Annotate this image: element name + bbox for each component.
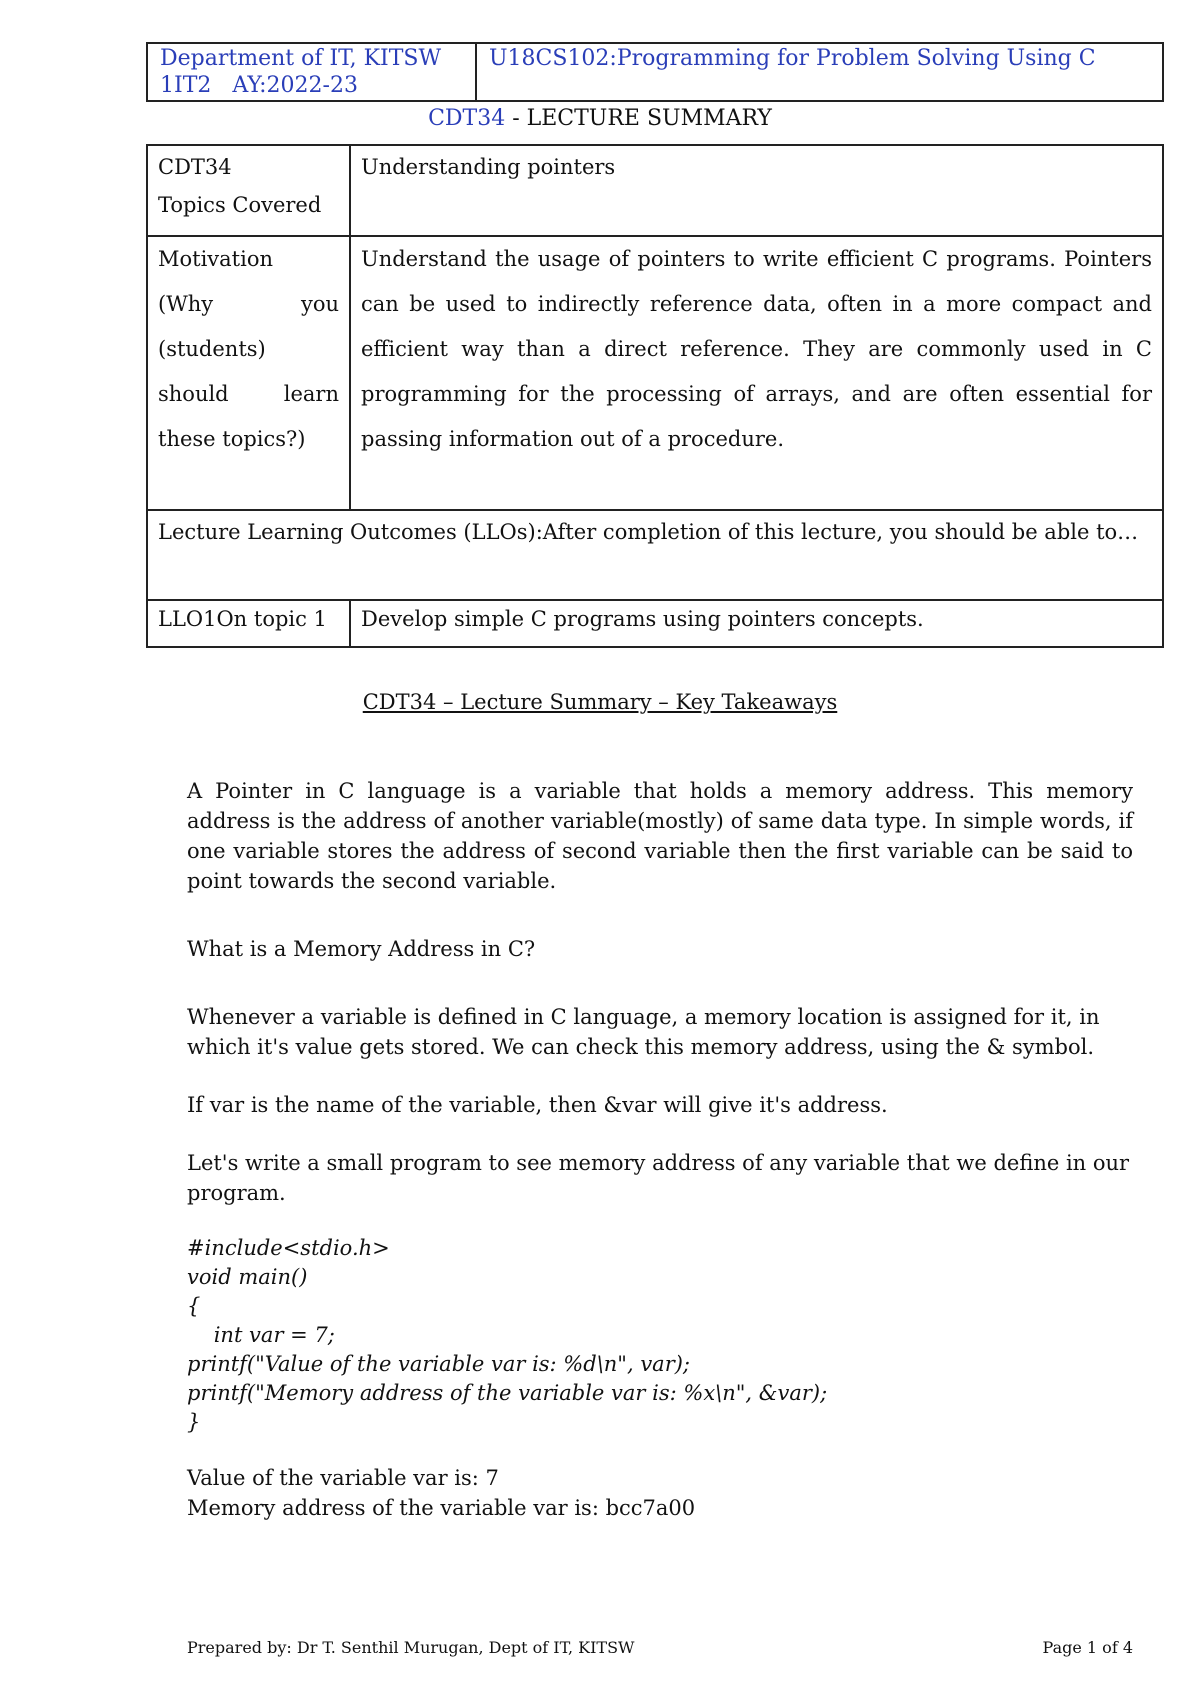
table-row-topics: [147, 145, 1163, 236]
page-title: [0, 105, 1200, 133]
code-line: #include<stdio.h>: [187, 1236, 390, 1260]
pointer-definition: A Pointer in C language is a variable that holds a memory address. This memory address is the address of another variable(mostly) of same data type. In simple words, if one variable stores the address of second variable then the first variable can be said to point towards the second variable.: [187, 779, 1133, 893]
prepared-by: Prepared by: Dr T. Senthil Murugan, Dept of IT, KITSW: [187, 1638, 635, 1657]
program-output-2: Memory address of the variable var is: bcc7a00: [187, 1496, 696, 1520]
course-title: U18CS102:Programming for Problem Solving Using C: [489, 46, 1096, 71]
section-title: CDT34 – Lecture Summary – Key Takeaways: [362, 690, 838, 714]
motivation-label-cell: [147, 236, 350, 510]
memory-address-question: What is a Memory Address in C?: [187, 937, 536, 961]
code-line: }: [187, 1410, 201, 1434]
table-row-llo1: [147, 600, 1163, 647]
program-intro: Let's write a small program to see memory address of any variable that we define in our program.: [187, 1151, 1130, 1205]
title-label: - LECTURE SUMMARY: [505, 106, 772, 131]
takeaways-content: [187, 776, 1133, 1523]
motivation-label-line: (students): [158, 337, 266, 361]
title-code: CDT34: [428, 106, 506, 131]
page-number: Page 1 of 4: [1042, 1638, 1133, 1657]
code-line: int var = 7;: [187, 1323, 335, 1347]
header-dept-cell: [148, 44, 477, 100]
code-line: void main(): [187, 1265, 308, 1289]
table-row-motivation: [147, 236, 1163, 510]
llo1-value: Develop simple C programs using pointers concepts.: [350, 600, 1163, 647]
motivation-value: Understand the usage of pointers to write efficient C programs. Pointers can be used to indirectly reference data, often in a more compact and efficient way than a direct reference. They are commonly used in C programming for the processing of arrays, and are often essential for passing information out of a procedure.: [350, 236, 1163, 510]
lecture-summary-table: [146, 144, 1164, 648]
code-line: printf("Memory address of the variable var is: %x\n", &var);: [187, 1381, 828, 1405]
topics-value: Understanding pointers: [350, 145, 1163, 236]
cdt-code: CDT34: [158, 155, 232, 179]
llo1-label: LLO1On topic 1: [147, 600, 350, 647]
department-name: Department of IT, KITSW: [160, 46, 442, 71]
program-output-1: Value of the variable var is: 7: [187, 1466, 499, 1490]
memory-address-explanation: Whenever a variable is defined in C language, a memory location is assigned for it, in which it's value gets stored. We can check this memory address, using the & symbol.: [187, 1005, 1100, 1059]
page-footer: [187, 1638, 1133, 1657]
motivation-label-line: should learn: [158, 382, 339, 406]
motivation-label-line: (Why you: [158, 292, 339, 316]
table-row-llo-header: [147, 510, 1163, 600]
topics-label-cell: [147, 145, 350, 236]
header-table: [146, 42, 1164, 102]
motivation-label-line: these topics?): [158, 427, 306, 451]
code-line: {: [187, 1294, 201, 1318]
code-line: printf("Value of the variable var is: %d\n", var);: [187, 1352, 691, 1376]
motivation-label-line: Motivation: [158, 247, 274, 271]
topics-covered-label: Topics Covered: [158, 193, 322, 217]
class-year: 1IT2 AY:2022-23: [160, 73, 358, 98]
llo-intro: Lecture Learning Outcomes (LLOs):After completion of this lecture, you should be able to…: [147, 510, 1163, 600]
code-block: [187, 1234, 1133, 1437]
address-operator-note: If var is the name of the variable, then &var will give it's address.: [187, 1093, 888, 1117]
